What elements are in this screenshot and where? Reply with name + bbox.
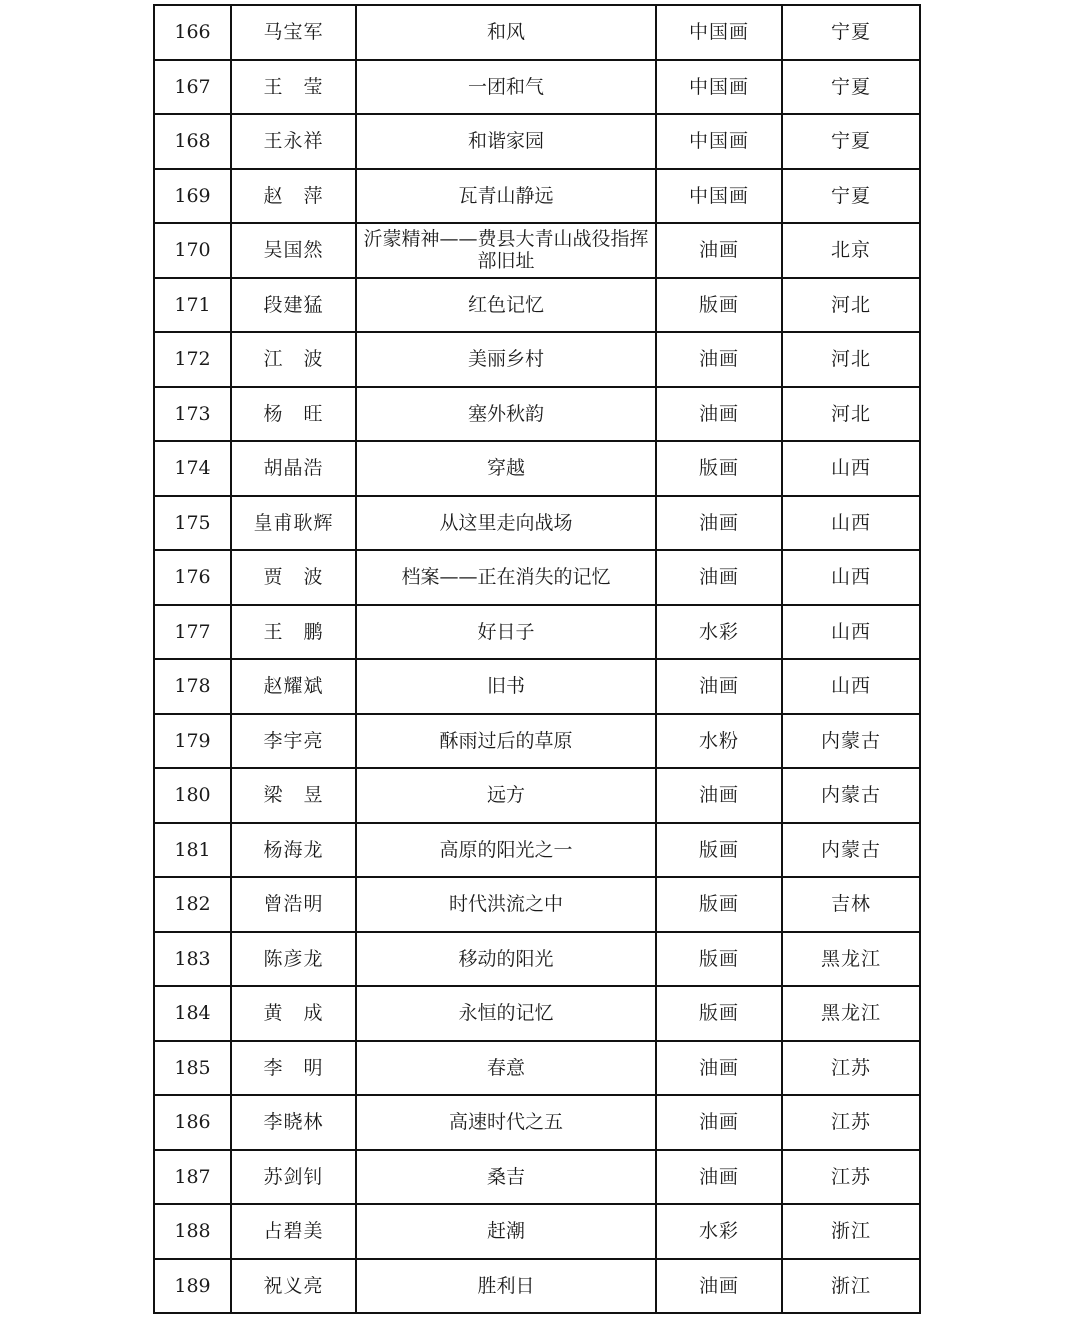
artist-name: 贾 波 [231, 550, 356, 605]
artist-name: 王 莹 [231, 60, 356, 115]
artwork-category: 水彩 [656, 1204, 782, 1259]
artist-region: 浙江 [782, 1204, 920, 1259]
entry-number: 167 [154, 60, 231, 115]
artist-name: 祝义亮 [231, 1259, 356, 1314]
entry-number: 176 [154, 550, 231, 605]
artist-region: 北京 [782, 223, 920, 278]
artwork-title: 胜利日 [356, 1259, 656, 1314]
artist-name: 赵耀斌 [231, 659, 356, 714]
artwork-category: 油画 [656, 550, 782, 605]
artist-region: 山西 [782, 496, 920, 551]
artwork-category: 中国画 [656, 114, 782, 169]
artist-name: 占碧美 [231, 1204, 356, 1259]
artist-region: 山西 [782, 659, 920, 714]
artwork-category: 油画 [656, 387, 782, 442]
entry-number: 187 [154, 1150, 231, 1205]
entry-number: 177 [154, 605, 231, 660]
artist-name: 胡晶浩 [231, 441, 356, 496]
table-row [154, 877, 920, 932]
artwork-list-table [153, 4, 921, 1314]
table-row [154, 60, 920, 115]
artist-name: 李 明 [231, 1041, 356, 1096]
table-row [154, 714, 920, 769]
artist-region: 宁夏 [782, 114, 920, 169]
artist-region: 黑龙江 [782, 986, 920, 1041]
table-row [154, 223, 920, 278]
artwork-title: 美丽乡村 [356, 332, 656, 387]
table-row [154, 332, 920, 387]
entry-number: 185 [154, 1041, 231, 1096]
table-row [154, 823, 920, 878]
entry-number: 173 [154, 387, 231, 442]
artist-region: 宁夏 [782, 60, 920, 115]
entry-number: 189 [154, 1259, 231, 1314]
table-row [154, 1150, 920, 1205]
artwork-title: 远方 [356, 768, 656, 823]
artist-name: 杨 旺 [231, 387, 356, 442]
artwork-category: 版画 [656, 932, 782, 987]
artist-name: 李晓林 [231, 1095, 356, 1150]
artwork-title: 酥雨过后的草原 [356, 714, 656, 769]
artwork-category: 中国画 [656, 60, 782, 115]
artwork-list-sheet [153, 4, 919, 1314]
entry-number: 181 [154, 823, 231, 878]
artwork-category: 中国画 [656, 169, 782, 224]
artwork-category: 版画 [656, 278, 782, 333]
artwork-title: 穿越 [356, 441, 656, 496]
artist-region: 宁夏 [782, 5, 920, 60]
artist-name: 王永祥 [231, 114, 356, 169]
artwork-category: 油画 [656, 1150, 782, 1205]
table-row [154, 5, 920, 60]
artist-name: 赵 萍 [231, 169, 356, 224]
artist-region: 河北 [782, 278, 920, 333]
artwork-category: 油画 [656, 332, 782, 387]
artist-region: 河北 [782, 387, 920, 442]
artwork-title: 旧书 [356, 659, 656, 714]
entry-number: 170 [154, 223, 231, 278]
artwork-category: 版画 [656, 441, 782, 496]
artist-region: 宁夏 [782, 169, 920, 224]
artwork-category: 油画 [656, 768, 782, 823]
artwork-category: 版画 [656, 986, 782, 1041]
artist-name: 李宇亮 [231, 714, 356, 769]
artwork-title: 时代洪流之中 [356, 877, 656, 932]
artist-region: 江苏 [782, 1150, 920, 1205]
artist-region: 内蒙古 [782, 714, 920, 769]
entry-number: 183 [154, 932, 231, 987]
artwork-category: 油画 [656, 1041, 782, 1096]
artwork-title: 高原的阳光之一 [356, 823, 656, 878]
artwork-title: 高速时代之五 [356, 1095, 656, 1150]
table-row [154, 1259, 920, 1314]
table-row [154, 659, 920, 714]
table-row [154, 387, 920, 442]
artist-region: 山西 [782, 441, 920, 496]
artist-region: 山西 [782, 550, 920, 605]
artist-name: 段建猛 [231, 278, 356, 333]
artist-region: 内蒙古 [782, 768, 920, 823]
artist-region: 山西 [782, 605, 920, 660]
table-row [154, 114, 920, 169]
artwork-title: 红色记忆 [356, 278, 656, 333]
table-row [154, 986, 920, 1041]
table-row [154, 1095, 920, 1150]
entry-number: 179 [154, 714, 231, 769]
artist-name: 皇甫耿辉 [231, 496, 356, 551]
artist-region: 河北 [782, 332, 920, 387]
artwork-category: 油画 [656, 223, 782, 278]
artist-name: 陈彦龙 [231, 932, 356, 987]
entry-number: 184 [154, 986, 231, 1041]
artwork-title: 一团和气 [356, 60, 656, 115]
artist-region: 内蒙古 [782, 823, 920, 878]
artist-name: 江 波 [231, 332, 356, 387]
table-row [154, 441, 920, 496]
artwork-title: 永恒的记忆 [356, 986, 656, 1041]
entry-number: 188 [154, 1204, 231, 1259]
entry-number: 175 [154, 496, 231, 551]
artwork-title: 好日子 [356, 605, 656, 660]
table-row [154, 550, 920, 605]
entry-number: 180 [154, 768, 231, 823]
artist-region: 江苏 [782, 1095, 920, 1150]
artwork-title: 和谐家园 [356, 114, 656, 169]
artwork-title: 桑吉 [356, 1150, 656, 1205]
artwork-category: 油画 [656, 1095, 782, 1150]
artwork-category: 油画 [656, 496, 782, 551]
artist-region: 黑龙江 [782, 932, 920, 987]
table-row [154, 768, 920, 823]
artwork-category: 版画 [656, 877, 782, 932]
artist-name: 吴国然 [231, 223, 356, 278]
entry-number: 172 [154, 332, 231, 387]
entry-number: 178 [154, 659, 231, 714]
table-row [154, 278, 920, 333]
entry-number: 186 [154, 1095, 231, 1150]
table-row [154, 1204, 920, 1259]
artist-name: 王 鹏 [231, 605, 356, 660]
entry-number: 171 [154, 278, 231, 333]
artwork-title: 塞外秋韵 [356, 387, 656, 442]
entry-number: 166 [154, 5, 231, 60]
entry-number: 174 [154, 441, 231, 496]
artwork-category: 油画 [656, 1259, 782, 1314]
table-row [154, 605, 920, 660]
artwork-category: 中国画 [656, 5, 782, 60]
artwork-title: 档案——正在消失的记忆 [356, 550, 656, 605]
artwork-title: 春意 [356, 1041, 656, 1096]
artist-name: 马宝军 [231, 5, 356, 60]
table-row [154, 1041, 920, 1096]
artist-region: 江苏 [782, 1041, 920, 1096]
artist-name: 苏剑钊 [231, 1150, 356, 1205]
artist-region: 浙江 [782, 1259, 920, 1314]
artwork-title: 和风 [356, 5, 656, 60]
artwork-title: 赶潮 [356, 1204, 656, 1259]
artist-name: 黄 成 [231, 986, 356, 1041]
artist-name: 杨海龙 [231, 823, 356, 878]
artist-region: 吉林 [782, 877, 920, 932]
artwork-title: 从这里走向战场 [356, 496, 656, 551]
artwork-category: 版画 [656, 823, 782, 878]
artwork-list-body [154, 5, 920, 1313]
artwork-title: 沂蒙精神——费县大青山战役指挥部旧址 [356, 223, 656, 278]
entry-number: 168 [154, 114, 231, 169]
table-row [154, 496, 920, 551]
artwork-title: 移动的阳光 [356, 932, 656, 987]
entry-number: 182 [154, 877, 231, 932]
artwork-category: 水粉 [656, 714, 782, 769]
artwork-title: 瓦青山静远 [356, 169, 656, 224]
table-row [154, 932, 920, 987]
artwork-category: 油画 [656, 659, 782, 714]
table-row [154, 169, 920, 224]
artist-name: 梁 昱 [231, 768, 356, 823]
entry-number: 169 [154, 169, 231, 224]
artist-name: 曾浩明 [231, 877, 356, 932]
artwork-category: 水彩 [656, 605, 782, 660]
